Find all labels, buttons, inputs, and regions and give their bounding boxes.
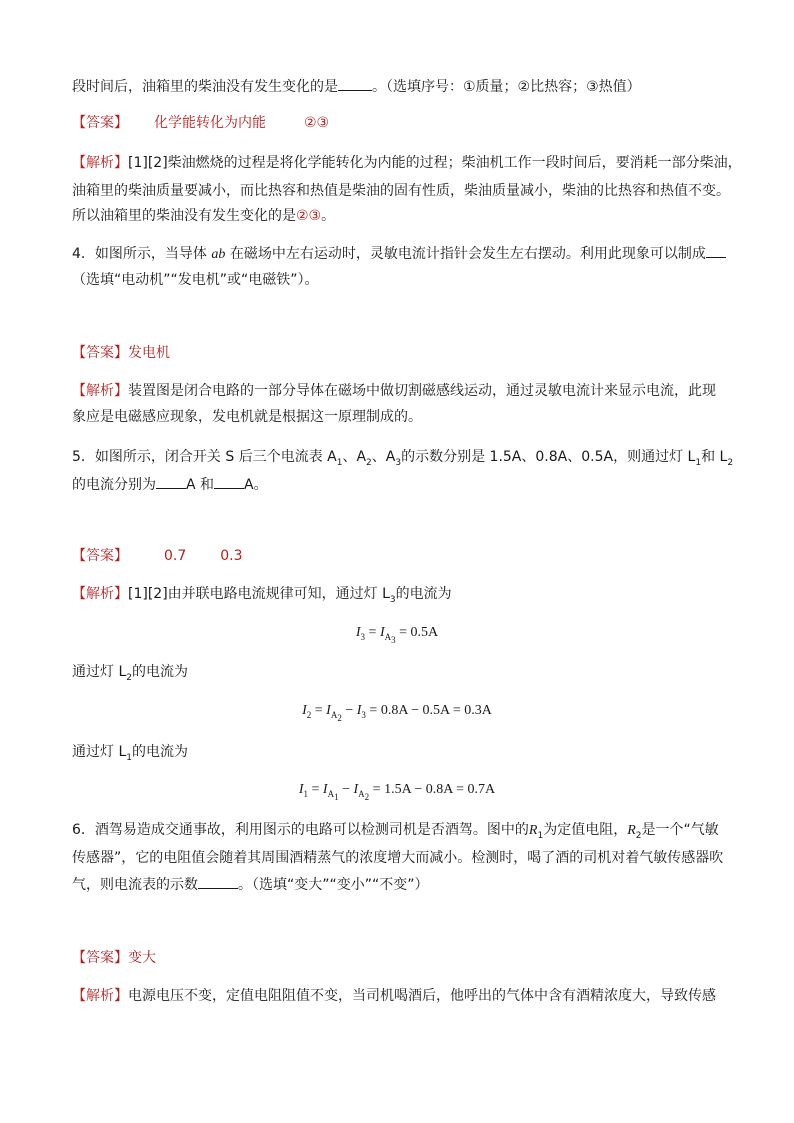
q5-text-line2a: 的电流分别为	[72, 477, 156, 493]
q3-answer-1: 化学能转化为内能	[154, 115, 266, 131]
q6-answer: 变大	[128, 950, 156, 966]
q6-text-line3a: 气，则电流表的示数	[72, 877, 198, 893]
q6-text-a: 6．酒驾易造成交通事故，利用图示的电路可以检测司机是否酒驾。图中的	[72, 822, 529, 838]
q6-line2	[72, 848, 734, 868]
q6-r2-sub: 2	[635, 830, 642, 841]
q4-line2	[72, 270, 734, 290]
q3-analysis-line1	[72, 153, 742, 173]
analysis-tag: 【解析】	[72, 988, 128, 1004]
eq1-value: = 0.5A	[399, 625, 439, 640]
q6-text-c: 是一个“气敏	[641, 822, 719, 838]
answer-tag: 【答案】	[72, 950, 128, 966]
q3-tail-line	[72, 76, 734, 97]
q6-text-b: 为定值电阻，	[543, 822, 628, 838]
q5-line1	[72, 447, 734, 467]
q3-answer-line	[72, 113, 734, 133]
eq3-value: = 1.5A − 0.8A = 0.7A	[372, 782, 496, 797]
analysis-tag: 【解析】	[72, 383, 128, 399]
q5-sub3: 3	[395, 457, 402, 468]
q6-text-line3b: 。（选填“变大”“变小”“不变”）	[238, 877, 429, 893]
analysis-tag: 【解析】	[72, 155, 128, 171]
q5-sub1: 1	[336, 457, 343, 468]
q5-l2-b: 的电流为	[131, 664, 188, 680]
q5-text-l1	[72, 742, 734, 762]
q4-text-line2: （选填“电动机”“发电机”或“电磁铁”）。	[72, 272, 319, 288]
q5-text-e: 和 L	[701, 449, 728, 465]
q5-sub5: 2	[727, 457, 734, 468]
q6-line3	[72, 874, 734, 895]
q5-l2-sub: 2	[126, 672, 132, 683]
q4-line1	[72, 243, 734, 265]
q4-blank	[706, 243, 726, 258]
q3-analysis-text2: 油箱里的柴油质量要减小，而比热容和热值是柴油的固有性质，柴油质量减小，柴油的比热容和热值不变。	[72, 183, 730, 199]
q6-answer-line	[72, 948, 734, 968]
q5-blank-2	[214, 474, 244, 489]
analysis-tag: 【解析】	[72, 586, 128, 602]
q5-answer-2: 0.3	[220, 548, 243, 564]
q3-tail-text: 段时间后，油箱里的柴油没有发生变化的是	[72, 79, 338, 95]
answer-tag: 【答案】	[72, 345, 128, 361]
q6-r1-sub: 1	[537, 830, 544, 841]
equation-i2: $I_2 = I_{A_2} - I_3 = 0.8A - 0.5A = 0.3A$	[302, 703, 492, 723]
q6-text-line2: 传感器”，它的电阻值会随着其周围酒精蒸气的浓度增大而减小。检测时，喝了酒的司机对着气敏传感器吹	[72, 850, 724, 866]
q6-r1: R	[528, 823, 538, 838]
q5-analysis-line1	[72, 584, 734, 604]
q5-text-line2b: A 和	[186, 477, 215, 493]
q6-line1	[72, 820, 734, 841]
q5-l1-sub: 1	[126, 752, 132, 763]
q5-l2-a: 通过灯 L	[72, 664, 127, 680]
q5-answer-1: 0.7	[164, 548, 187, 564]
equation-i1: $I_1 = I_{A_1} - I_{A_2} = 1.5A - 0.8A = 0.7A$	[298, 782, 496, 802]
q3-analysis-text1: [1][2]柴油燃烧的过程是将化学能转化为内能的过程；柴油机工作一段时间后，要消耗一部分柴油，	[128, 155, 742, 171]
q5-l1-a: 通过灯 L	[72, 744, 127, 760]
q5-text-l2	[72, 662, 734, 682]
q5-text-a: 5．如图所示，闭合开关 S 后三个电流表 A	[72, 449, 337, 465]
eq2-value: = 0.8A − 0.5A = 0.3A	[369, 703, 492, 718]
q3-answer-2: ②③	[304, 115, 330, 131]
q4-answer-line	[72, 343, 734, 363]
q3-analysis-text3c: 。	[321, 208, 336, 224]
q5-text-line2c: A。	[244, 477, 268, 493]
q5-analysis-sub: 3	[389, 594, 396, 605]
q4-analysis-text2: 象应是电磁感应现象，发电机就是根据这一原理制成的。	[72, 409, 422, 425]
q5-blank-1	[156, 474, 186, 489]
q6-analysis-text1: 电源电压不变，定值电阻阻值不变，当司机喝酒后，他呼出的气体中含有酒精浓度大，导致传感	[128, 988, 716, 1004]
q4-text-a: 4．如图所示，当导体	[72, 246, 207, 262]
q4-analysis-line2	[72, 407, 734, 427]
q5-line2	[72, 474, 734, 495]
q5-sub4: 1	[695, 457, 702, 468]
q3-tail-after: 。（选填序号：①质量；②比热容；③热值）	[372, 79, 641, 95]
q4-text-b: 在磁场中左右运动时，灵敏电流计指针会发生左右摆动。利用此现象可以制成	[229, 246, 706, 262]
q4-var-ab: ab	[211, 247, 226, 262]
q5-analysis-a: [1][2]由并联电路电流规律可知，通过灯 L	[128, 586, 390, 602]
q3-analysis-line3	[72, 206, 734, 226]
q3-analysis-text3b: ②③	[296, 208, 322, 224]
q4-analysis-text1: 装置图是闭合电路的一部分导体在磁场中做切割磁感线运动，通过灵敏电流计来显示电流，此现	[128, 383, 716, 399]
q5-analysis-b: 的电流为	[395, 586, 452, 602]
q3-analysis-text3a: 所以油箱里的柴油没有发生变化的是	[72, 208, 296, 224]
q3-blank	[338, 76, 372, 91]
q5-text-b: 、A	[342, 449, 367, 465]
equation-i3: $I_3 = I_{A_3} = 0.5A$	[355, 625, 439, 645]
q5-answer-line	[72, 546, 734, 566]
q3-analysis-line2	[72, 181, 734, 201]
q6-blank	[198, 874, 238, 889]
q6-analysis-line1	[72, 986, 734, 1006]
q6-r2: R	[627, 823, 636, 838]
q5-text-d: 的示数分别是 1.5A、0.8A、0.5A，则通过灯 L	[401, 449, 696, 465]
q5-sub2: 2	[366, 457, 372, 468]
q5-text-c: 、A	[371, 449, 396, 465]
q4-answer: 发电机	[128, 345, 170, 361]
q4-analysis-line1	[72, 381, 734, 401]
q5-l1-b: 的电流为	[131, 744, 188, 760]
answer-tag: 【答案】	[72, 115, 128, 131]
answer-tag: 【答案】	[72, 548, 128, 564]
